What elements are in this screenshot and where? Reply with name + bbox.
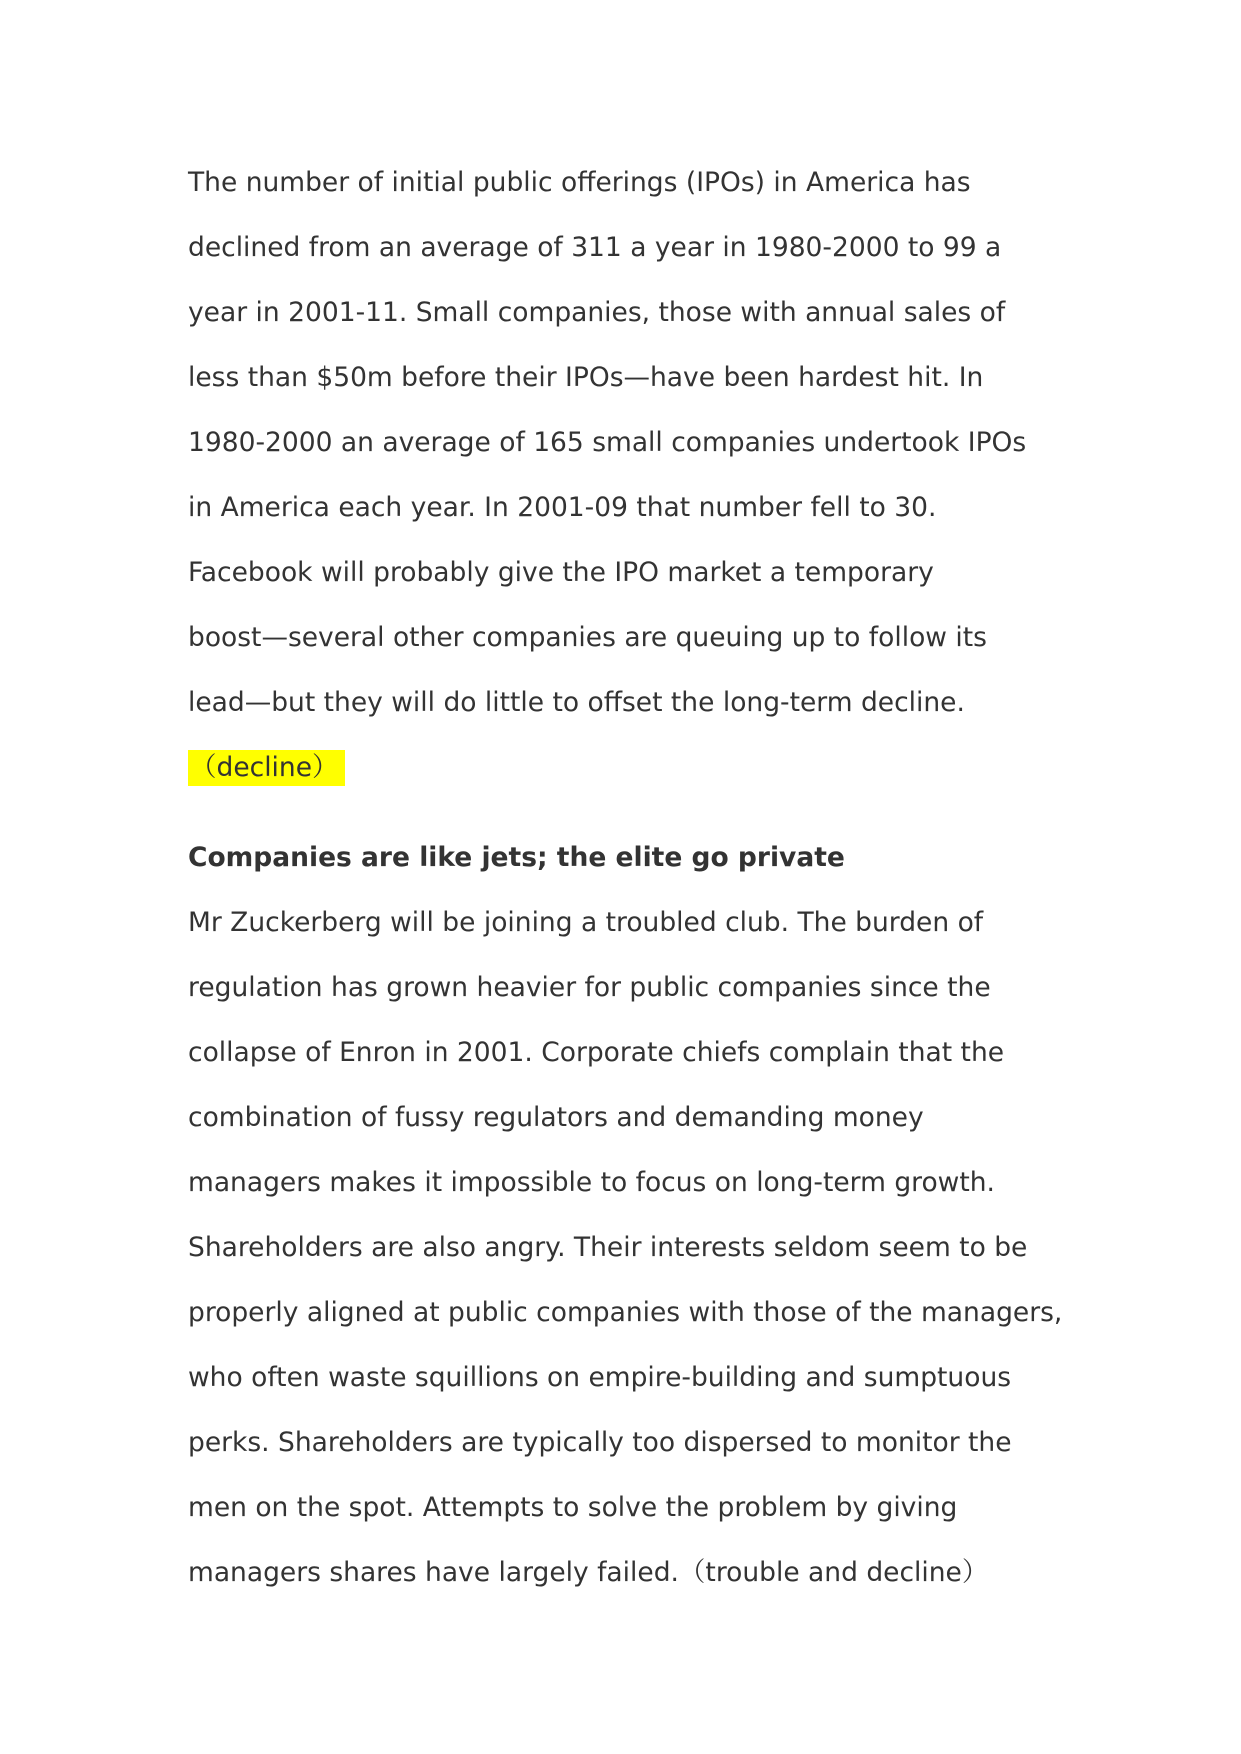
paragraph-spacer <box>188 799 1068 835</box>
text-line: Mr Zuckerberg will be joining a troubled club. The burden of <box>188 907 984 938</box>
text-line: collapse of Enron in 2001. Corporate chiefs complain that the <box>188 1037 1005 1068</box>
text-line: declined from an average of 311 a year in 1980-2000 to 99 a <box>188 232 1002 263</box>
text-line: men on the spot. Attempts to solve the problem by giving <box>188 1492 958 1523</box>
text-line: less than $50m before their IPOs—have been hardest hit. In <box>188 362 984 393</box>
text-line: 1980-2000 an average of 165 small companies undertook IPOs <box>188 427 1027 458</box>
text-line: perks. Shareholders are typically too dispersed to monitor the <box>188 1427 1012 1458</box>
paragraph-1 <box>188 160 1068 799</box>
text-line: regulation has grown heavier for public companies since the <box>188 972 991 1003</box>
highlight-line <box>188 745 1068 799</box>
text-line: lead—but they will do little to offset the long-term decline. <box>188 687 965 718</box>
text-line: The number of initial public offerings (IPOs) in America has <box>188 167 971 198</box>
text-line: boost—several other companies are queuing up to follow its <box>188 622 987 653</box>
text-line: year in 2001-11. Small companies, those with annual sales of <box>188 297 1006 328</box>
section-heading: Companies are like jets; the elite go private <box>188 842 845 873</box>
text-line: who often waste squillions on empire-building and sumptuous <box>188 1362 1012 1393</box>
text-line: managers makes it impossible to focus on long-term growth. <box>188 1167 995 1198</box>
text-line: Shareholders are also angry. Their interests seldom seem to be <box>188 1232 1028 1263</box>
paragraph-2 <box>188 900 1068 1615</box>
text-line: combination of fussy regulators and demanding money <box>188 1102 924 1133</box>
text-line: managers shares have largely failed.（trouble and decline） <box>188 1557 989 1588</box>
document-body <box>188 160 1068 1615</box>
text-line: in America each year. In 2001-09 that number fell to 30. <box>188 492 937 523</box>
text-line: Facebook will probably give the IPO market a temporary <box>188 557 934 588</box>
highlighted-note: （decline） <box>188 750 345 786</box>
text-line: properly aligned at public companies with those of the managers, <box>188 1297 1063 1328</box>
